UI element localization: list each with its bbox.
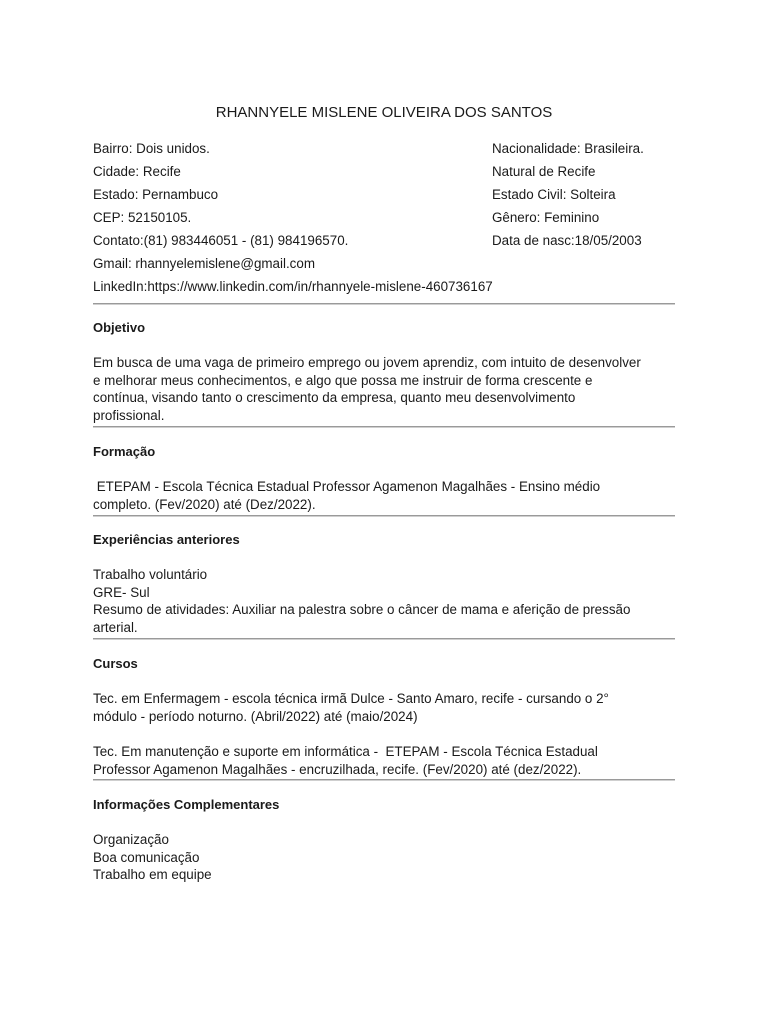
birthdate-text: Data de nasc:18/05/2003 bbox=[492, 233, 642, 248]
phone-text: Contato:(81) 983446051 - (81) 984196570. bbox=[93, 233, 349, 248]
birthplace-text: Natural de Recife bbox=[492, 164, 596, 179]
state-text: Estado: Pernambuco bbox=[93, 187, 219, 202]
objetivo-line: profissional. bbox=[93, 407, 165, 423]
curso-enfermagem bbox=[93, 690, 683, 725]
objetivo-line: Em busca de uma vaga de primeiro emprego ou jovem aprendiz, com intuito de desenvolver bbox=[93, 355, 641, 370]
objetivo-heading: Objetivo bbox=[93, 320, 146, 335]
curso-line: Tec. em Enfermagem - escola técnica irmã Dulce - Santo Amaro, recife - cursando o 2° bbox=[93, 691, 609, 706]
experiencia-line: Resumo de atividades: Auxiliar na palestra sobre o câncer de mama e aferição de pressão bbox=[93, 602, 631, 617]
curso-line: módulo - período noturno. (Abril/2022) até (maio/2024) bbox=[93, 708, 418, 724]
postal-code-text: CEP: 52150105. bbox=[93, 210, 192, 225]
section-divider bbox=[93, 779, 675, 781]
objetivo-line: e melhorar meus conhecimentos, e algo que possa me instruir de forma crescente e bbox=[93, 372, 593, 388]
formacao-line: completo. (Fev/2020) até (Dez/2022). bbox=[93, 496, 316, 512]
curso-informatica bbox=[93, 743, 683, 778]
gender-text: Gênero: Feminino bbox=[492, 210, 600, 225]
skill-item: Trabalho em equipe bbox=[93, 867, 212, 882]
experiencias-paragraph bbox=[93, 566, 683, 636]
experiencia-line: Trabalho voluntário bbox=[93, 567, 208, 582]
experiencia-line: arterial. bbox=[93, 619, 138, 635]
city-text: Cidade: Recife bbox=[93, 164, 181, 179]
section-divider bbox=[93, 426, 675, 428]
cursos-heading: Cursos bbox=[93, 656, 138, 671]
complementares-heading: Informações Complementares bbox=[93, 797, 280, 812]
contact-info-right bbox=[492, 139, 722, 254]
objetivo-line: contínua, visando tanto o crescimento da empresa, quanto meu desenvolvimento bbox=[93, 390, 576, 405]
marital-status-text: Estado Civil: Solteira bbox=[492, 187, 616, 202]
skill-item: Boa comunicação bbox=[93, 849, 200, 865]
resume-name-title: RHANNYELE MISLENE OLIVEIRA DOS SANTOS bbox=[215, 104, 553, 121]
section-divider bbox=[93, 303, 675, 305]
experiencia-line: GRE- Sul bbox=[93, 584, 150, 600]
complementares-list bbox=[93, 831, 683, 884]
linkedin-text: LinkedIn:https://www.linkedin.com/in/rhannyele-mislene-460736167 bbox=[93, 279, 493, 294]
section-divider bbox=[93, 515, 675, 517]
skill-item: Organização bbox=[93, 832, 169, 847]
experiencias-heading: Experiências anteriores bbox=[93, 532, 240, 547]
formacao-paragraph bbox=[93, 478, 683, 513]
formacao-heading: Formação bbox=[93, 444, 156, 459]
neighborhood-text: Bairro: Dois unidos. bbox=[93, 141, 210, 156]
section-divider bbox=[93, 638, 675, 640]
curso-line: Tec. Em manutenção e suporte em informática - ETEPAM - Escola Técnica Estadual bbox=[93, 744, 598, 759]
email-text: Gmail: rhannyelemislene@gmail.com bbox=[93, 256, 315, 271]
objetivo-paragraph bbox=[93, 354, 683, 424]
nationality-text: Nacionalidade: Brasileira. bbox=[492, 141, 644, 156]
curso-line: Professor Agamenon Magalhães - encruzilhada, recife. (Fev/2020) até (dez/2022). bbox=[93, 761, 582, 777]
formacao-line: ETEPAM - Escola Técnica Estadual Professor Agamenon Magalhães - Ensino médio bbox=[93, 479, 601, 494]
